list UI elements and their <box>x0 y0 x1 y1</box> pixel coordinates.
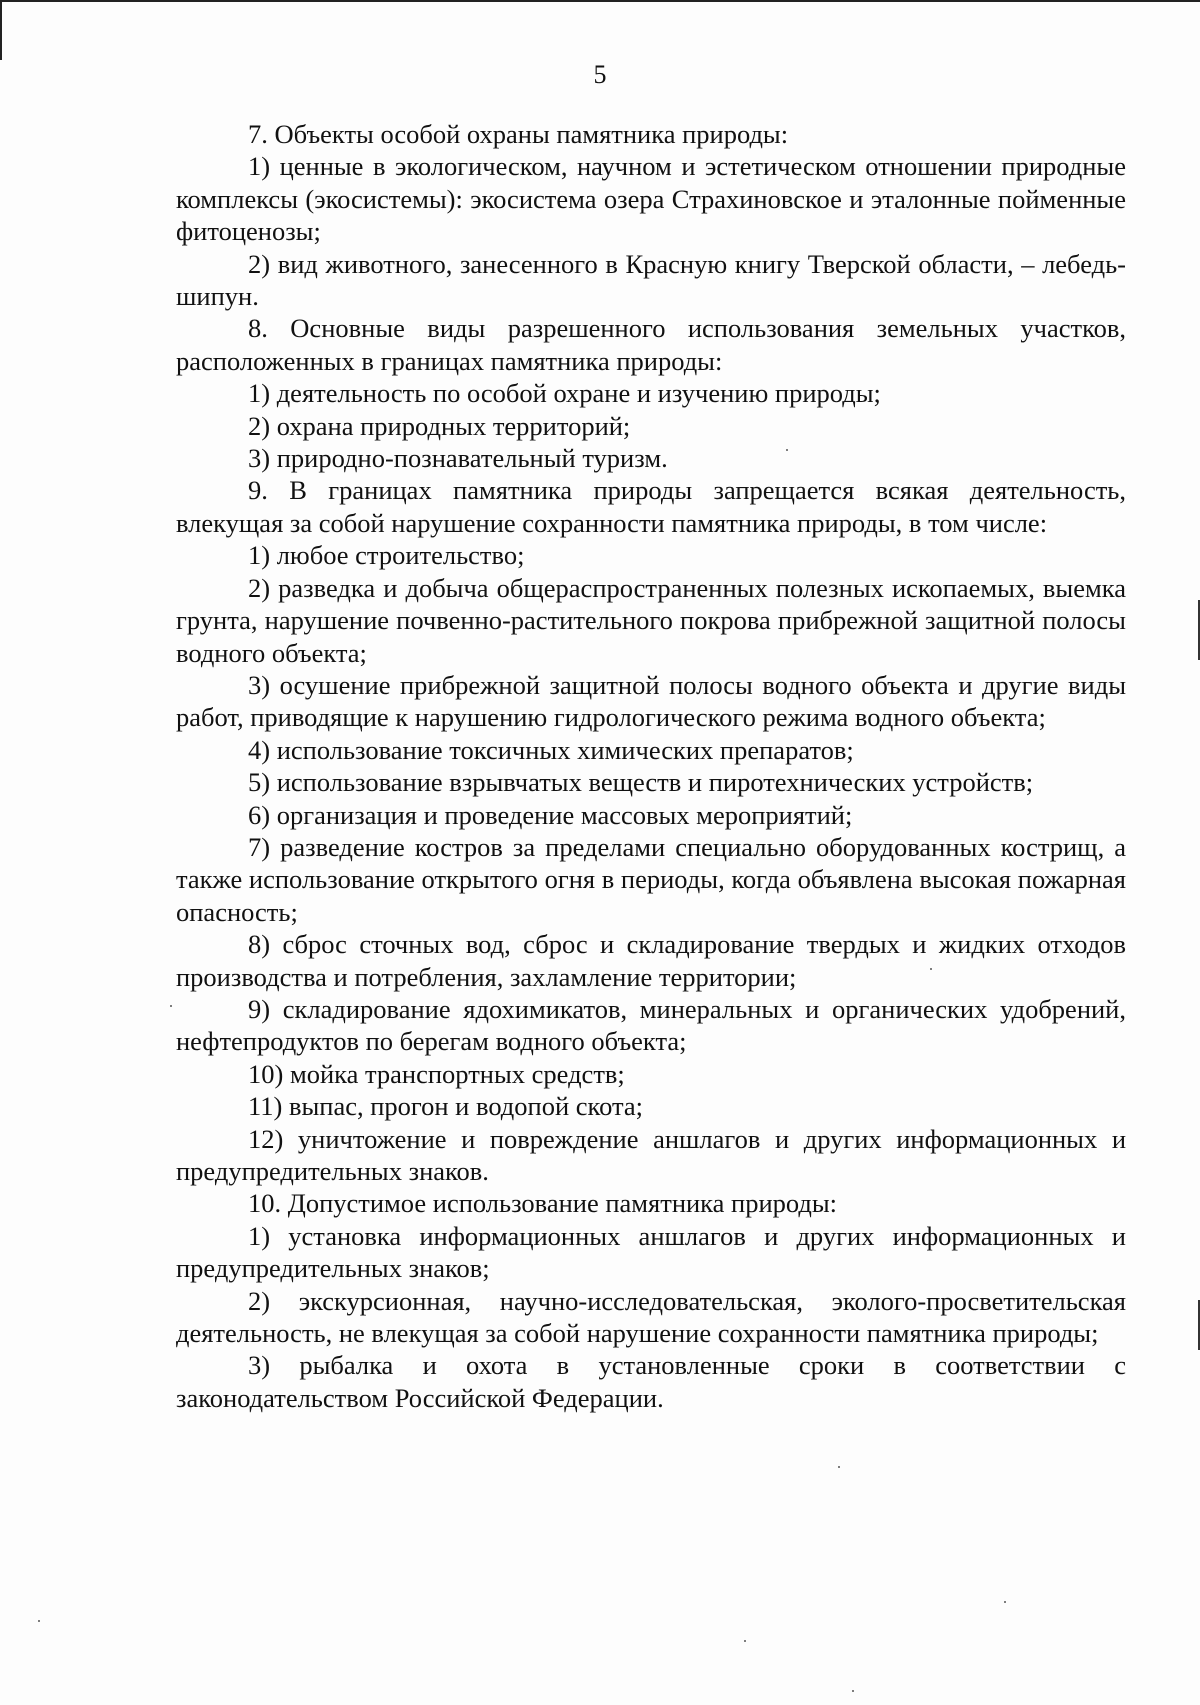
paragraph: 8. Основные виды разрешенного использования земельных участков, расположенных в границах памятника природы: <box>176 313 1126 376</box>
paragraph: 11) выпас, прогон и водопой скота; <box>248 1091 644 1122</box>
paragraph: 1) ценные в экологическом, научном и эстетическом отношении природные комплексы (экосистемы): экосистема озера Страхиновское и эталонные пойменные фитоценозы; <box>176 151 1126 247</box>
paragraph: 10. Допустимое использование памятника природы: <box>248 1188 838 1219</box>
paragraph: 4) использование токсичных химических препаратов; <box>248 734 854 765</box>
scan-speck <box>852 1690 854 1692</box>
document-body <box>176 118 1126 1414</box>
paragraph: 2) вид животного, занесенного в Красную книгу Тверской области, – лебедь-шипун. <box>176 248 1126 312</box>
paragraph: 8) сброс сточных вод, сброс и складирование твердых и жидких отходов производства и потребления, захламление территории; <box>176 929 1126 992</box>
scan-speck <box>786 449 788 451</box>
scan-speck <box>744 1640 746 1642</box>
paragraph: 1) деятельность по особой охране и изучению природы; <box>248 378 881 409</box>
scan-edge-top <box>0 0 1200 2</box>
paragraph: 3) природно-познавательный туризм. <box>248 443 668 474</box>
paragraph: 10) мойка транспортных средств; <box>248 1058 625 1089</box>
scan-speck <box>1004 1601 1006 1603</box>
paragraph: 1) установка информационных аншлагов и других информационных и предупредительных знаков; <box>176 1220 1126 1284</box>
paragraph: 3) рыбалка и охота в установленные сроки в соответствии с законодательством Российской Федерации. <box>176 1350 1126 1413</box>
paragraph: 5) использование взрывчатых веществ и пиротехнических устройств; <box>248 767 1034 798</box>
paragraph: 9. В границах памятника природы запрещается всякая деятельность, влекущая за собой нарушение сохранности памятника природы, в том числе: <box>176 475 1126 538</box>
paragraph: 7. Объекты особой охраны памятника природы: <box>248 119 789 149</box>
scan-speck <box>930 968 932 970</box>
page-number: 5 <box>593 60 607 89</box>
paragraph: 2) охрана природных территорий; <box>248 410 631 441</box>
scan-edge-left <box>0 0 2 60</box>
scan-speck <box>170 1005 172 1007</box>
paragraph: 6) организация и проведение массовых мероприятий; <box>248 799 853 830</box>
paragraph: 2) экскурсионная, научно-исследовательская, эколого-просветительская деятельность, не влекущая за собой нарушение сохранности памятника природы; <box>176 1285 1126 1349</box>
paragraph: 2) разведка и добыча общераспространенных полезных ископаемых, выемка грунта, нарушение почвенно-растительного покрова прибрежной защитной полосы водного объекта; <box>176 572 1126 668</box>
scan-speck <box>838 1466 840 1468</box>
paragraph: 7) разведение костров за пределами специально оборудованных кострищ, а также использование открытого огня в периоды, когда объявлена высокая пожарная опасность; <box>176 831 1126 927</box>
scan-speck <box>38 1620 40 1622</box>
paragraph: 9) складирование ядохимикатов, минеральных и органических удобрений, нефтепродуктов по берегам водного объекта; <box>176 993 1126 1057</box>
paragraph: 12) уничтожение и повреждение аншлагов и других информационных и предупредительных знаков. <box>176 1123 1126 1186</box>
paragraph: 1) любое строительство; <box>248 540 525 571</box>
paragraph: 3) осушение прибрежной защитной полосы водного объекта и другие виды работ, приводящие к нарушению гидрологического режима водного объекта; <box>176 669 1126 733</box>
